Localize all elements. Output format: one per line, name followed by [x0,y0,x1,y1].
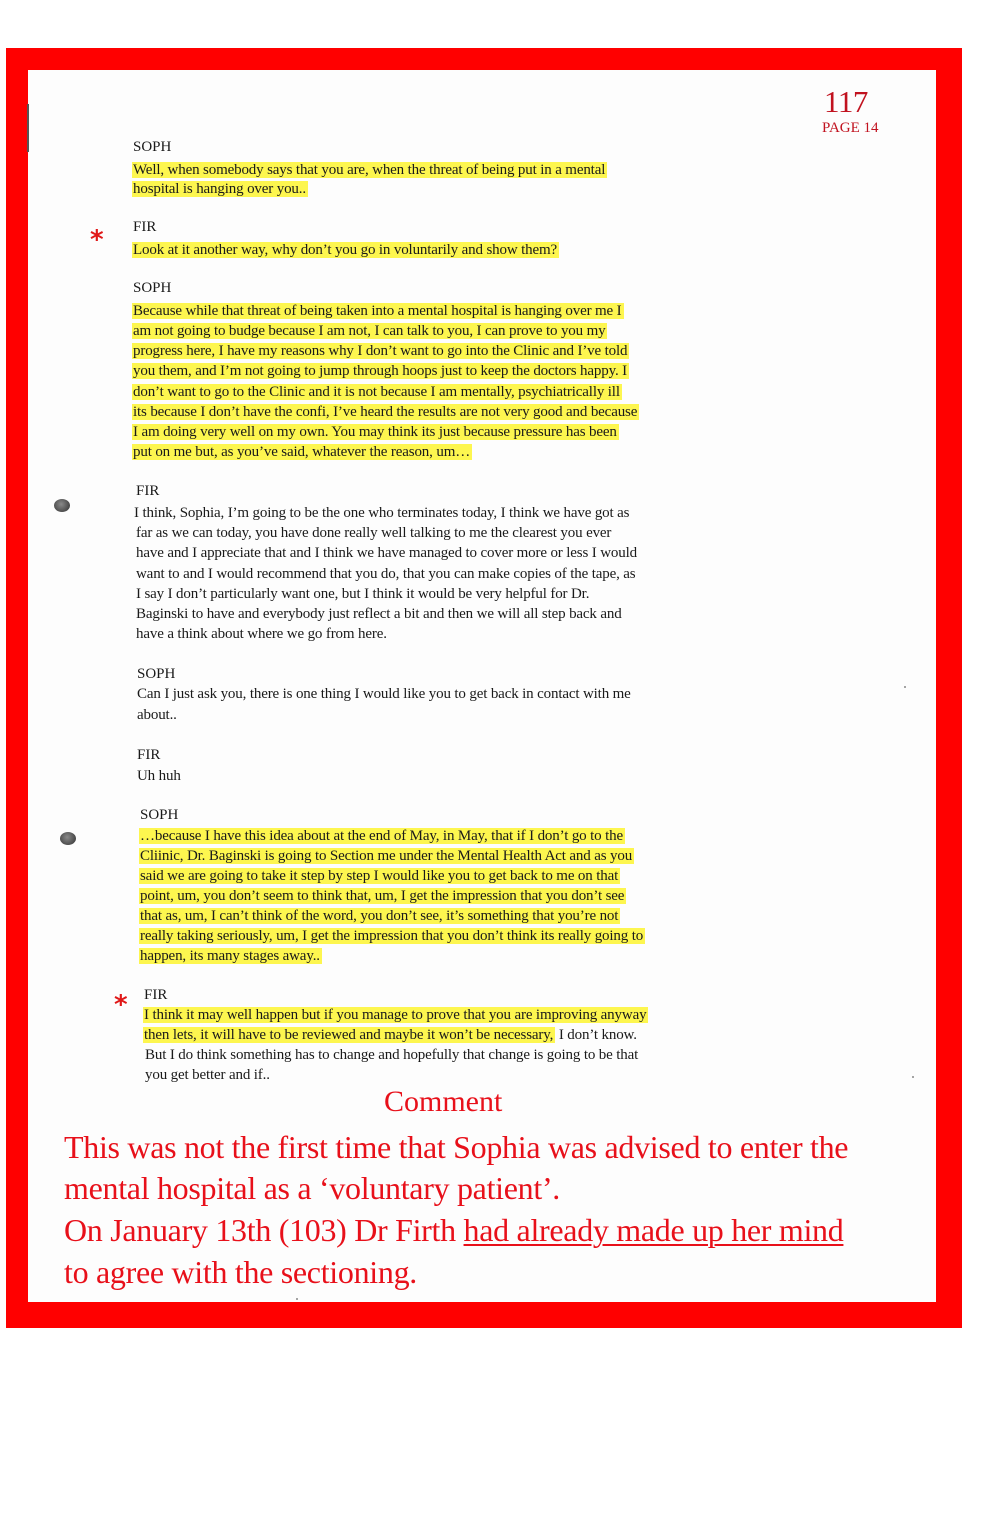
transcript-line [139,826,625,846]
highlighted-text: really taking seriously, um, I get the impression that you don’t think its really going to [140,928,644,944]
speaker-label: SOPH [137,666,176,682]
highlighted-text: hospital is hanging over you.. [133,181,306,197]
transcript-line [132,160,607,180]
comment-line: mental hospital as a ‘voluntary patient’. [64,1170,560,1206]
transcript-line: about.. [137,707,177,723]
highlighted-text: put on me but, as you’ve said, whatever the reason, um… [133,444,471,460]
highlighted-text: Cliinic, Dr. Baginski is going to Section me under the Mental Health Act and as you [140,848,633,864]
highlighted-text: Because while that threat of being taken into a mental hospital is hanging over me I [133,303,622,319]
highlighted-text: …because I have this idea about at the end of May, in May, that if I don’t go to the [140,828,623,844]
comment-text: On January 13th (103) Dr Firth [64,1212,464,1248]
speaker-label: FIR [136,483,160,499]
punch-hole-mark [54,499,70,512]
transcript-line [132,341,629,361]
transcript-line [143,1025,637,1045]
comment-line [64,1210,843,1250]
underlined-emphasis: had already made up her mind [463,1212,844,1248]
highlighted-text: its because I don’t have the confi, I’ve heard the results are not very good and because [133,404,638,420]
comment-line: to agree with the sectioning. [64,1254,417,1290]
highlighted-text: am not going to budge because I am not, I can talk to you, I can prove to you my [133,323,606,339]
highlighted-text: I think it may well happen but if you manage to prove that you are improving anyway [144,1007,647,1023]
highlighted-text: Well, when somebody says that you are, when the threat of being put in a mental [133,162,606,178]
comment-heading: Comment [384,1085,503,1118]
transcript-line [139,866,620,886]
comment-line: This was not the first time that Sophia was advised to enter the [64,1129,849,1165]
transcript-line [143,1005,648,1025]
page-label: PAGE 14 [822,120,879,136]
page-number: 117 [824,84,868,119]
transcript-line [139,906,620,926]
highlighted-text: said we are going to take it step by step I would like you to get back to me on that [140,868,619,884]
highlighted-text: then lets, it will have to be reviewed and maybe it won’t be necessary, [144,1027,554,1043]
transcript-line [139,926,645,946]
scan-speck [912,1076,914,1078]
speaker-label: SOPH [133,280,172,296]
transcript-line [132,402,639,422]
transcript-line: have and I appreciate that and I think we have managed to cover more or less I would [136,545,637,561]
scan-speck [904,686,906,688]
transcript-line [132,301,624,321]
highlighted-text: Look at it another way, why don’t you go in voluntarily and show them? [133,242,558,258]
asterisk-marker: * [114,990,128,1020]
scan-edge-mark [27,104,29,152]
highlighted-text: you them, and I’m not going to jump through hoops just to keep the doctors happy. I [133,363,628,379]
transcript-line: Baginski to have and everybody just reflect a bit and then we will all step back and [136,606,622,622]
highlighted-text: progress here, I have my reasons why I don’t want to go into the Clinic and I’ve told [133,343,628,359]
transcript-line: Uh huh [137,768,181,784]
transcript-line [132,422,619,442]
transcript-line: far as we can today, you have done really well talking to me the clearest you ever [136,525,612,541]
transcript-line [139,846,634,866]
highlighted-text: that as, um, I can’t think of the word, you don’t see, it’s something that you’re not [140,908,619,924]
transcript-line: you get better and if.. [145,1067,270,1083]
transcript-line [132,442,472,462]
speaker-label: FIR [137,747,161,763]
transcript-line: want to and I would recommend that you do, that you can make copies of the tape, as [136,566,636,582]
transcript-line [132,321,607,341]
plain-text: I don’t know. [555,1027,637,1043]
scan-speck [296,1298,298,1300]
speaker-label: FIR [133,219,157,235]
transcript-line [139,886,626,906]
speaker-label: SOPH [133,139,172,155]
highlighted-text: happen, its many stages away.. [140,948,320,964]
asterisk-marker: * [90,225,104,255]
speaker-label: FIR [144,987,168,1003]
transcript-line [132,382,622,402]
highlighted-text: point, um, you don’t seem to think that, um, I get the impression that you don’t see [140,888,625,904]
transcript-line: I think, Sophia, I’m going to be the one who terminates today, I think we have got as [134,505,630,521]
transcript-line [132,179,308,199]
punch-hole-mark [60,832,76,845]
transcript-line: Can I just ask you, there is one thing I would like you to get back in contact with me [137,686,631,702]
speaker-label: SOPH [140,807,179,823]
highlighted-text: don’t want to go to the Clinic and it is not because I am mentally, psychiatrically ill [133,384,620,400]
transcript-line [132,361,629,381]
transcript-line: I say I don’t particularly want one, but I think it would be very helpful for Dr. [136,586,590,602]
transcript-line: But I do think something has to change and hopefully that change is going to be that [145,1047,639,1063]
transcript-line: have a think about where we go from here. [136,626,387,642]
highlighted-text: I am doing very well on my own. You may think its just because pressure has been [133,424,617,440]
transcript-line [139,946,322,966]
transcript-line [132,240,559,260]
